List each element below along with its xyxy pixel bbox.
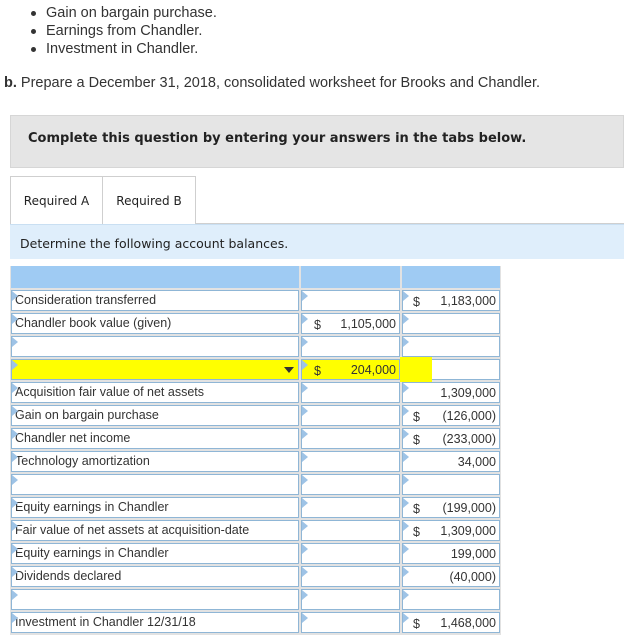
currency-symbol: $ bbox=[413, 410, 420, 424]
table-row-label[interactable]: Investment in Chandler 12/31/18 bbox=[11, 612, 299, 633]
cell-marker-icon bbox=[302, 314, 308, 324]
cell-marker-icon bbox=[302, 360, 308, 370]
tab-required-b[interactable]: Required B bbox=[103, 176, 196, 224]
amount-input-col1[interactable] bbox=[301, 290, 400, 311]
cell-marker-icon bbox=[12, 337, 18, 347]
highlight-marker bbox=[400, 357, 432, 382]
table-row-label[interactable]: Gain on bargain purchase bbox=[11, 405, 299, 426]
cell-marker-icon bbox=[302, 613, 308, 623]
table-header-label bbox=[11, 266, 299, 288]
currency-symbol: $ bbox=[413, 502, 420, 516]
amount-input-col2[interactable] bbox=[402, 474, 500, 495]
cell-marker-icon bbox=[403, 314, 409, 324]
cell-marker-icon bbox=[12, 521, 18, 531]
table-row-label[interactable]: Chandler net income bbox=[11, 428, 299, 449]
cell-marker-icon bbox=[302, 452, 308, 462]
tab-required-a[interactable]: Required A bbox=[10, 176, 103, 224]
cell-marker-icon bbox=[12, 291, 18, 301]
amount-input-col2[interactable] bbox=[402, 497, 500, 518]
banner-text: Complete this question by entering your answers in the tabs below. bbox=[28, 131, 527, 146]
cell-marker-icon bbox=[302, 406, 308, 416]
amount-value: 1,468,000 bbox=[440, 616, 496, 630]
cell-marker-icon bbox=[403, 406, 409, 416]
cell-marker-icon bbox=[403, 337, 409, 347]
cell-marker-icon bbox=[403, 498, 409, 508]
table-row-label[interactable]: Fair value of net assets at acquisition-date bbox=[11, 520, 299, 541]
amount-input-col2[interactable] bbox=[402, 428, 500, 449]
amount-input-col2[interactable] bbox=[402, 451, 500, 472]
table-header-col2 bbox=[402, 266, 500, 288]
cell-marker-icon bbox=[302, 337, 308, 347]
account-dropdown[interactable] bbox=[11, 359, 299, 380]
amount-value: 34,000 bbox=[457, 455, 496, 469]
table-row-label[interactable] bbox=[11, 589, 299, 610]
currency-symbol: $ bbox=[413, 295, 420, 309]
amount-input-col2[interactable] bbox=[402, 612, 500, 633]
table-row-label[interactable] bbox=[11, 336, 299, 357]
amount-value: 204,000 bbox=[350, 363, 396, 377]
cell-marker-icon bbox=[302, 291, 308, 301]
table-row-label[interactable]: Consideration transferred bbox=[11, 290, 299, 311]
table-row-label[interactable]: Dividends declared bbox=[11, 566, 299, 587]
amount-value: 1,309,000 bbox=[440, 386, 496, 400]
amount-input-col2[interactable] bbox=[402, 382, 500, 403]
cell-marker-icon bbox=[12, 475, 18, 485]
bullet-list bbox=[28, 4, 217, 58]
amount-input-col1[interactable] bbox=[301, 336, 400, 357]
currency-symbol: $ bbox=[413, 617, 420, 631]
amount-input-col1[interactable] bbox=[301, 382, 400, 403]
amount-input-col2[interactable] bbox=[402, 405, 500, 426]
cell-marker-icon bbox=[12, 360, 18, 370]
cell-marker-icon bbox=[403, 452, 409, 462]
amount-value: 1,309,000 bbox=[440, 524, 496, 538]
cell-marker-icon bbox=[12, 613, 18, 623]
worksheet-table bbox=[10, 266, 501, 635]
instruction-banner bbox=[10, 115, 624, 168]
amount-input-col1[interactable] bbox=[301, 589, 400, 610]
amount-input-col1[interactable] bbox=[301, 451, 400, 472]
amount-input-col1[interactable] bbox=[301, 520, 400, 541]
amount-value: (233,000) bbox=[442, 432, 496, 446]
cell-marker-icon bbox=[12, 406, 18, 416]
cell-marker-icon bbox=[403, 475, 409, 485]
cell-marker-icon bbox=[302, 429, 308, 439]
amount-input-col2[interactable] bbox=[402, 336, 500, 357]
table-row-label[interactable]: Equity earnings in Chandler bbox=[11, 543, 299, 564]
table-row-label[interactable]: Chandler book value (given) bbox=[11, 313, 299, 334]
cell-marker-icon bbox=[302, 498, 308, 508]
amount-input-col1[interactable] bbox=[301, 359, 400, 380]
table-row-label[interactable]: Technology amortization bbox=[11, 451, 299, 472]
cell-marker-icon bbox=[302, 475, 308, 485]
amount-input-col1[interactable] bbox=[301, 497, 400, 518]
amount-input-col1[interactable] bbox=[301, 313, 400, 334]
currency-symbol: $ bbox=[314, 318, 321, 332]
cell-marker-icon bbox=[403, 521, 409, 531]
amount-value: (40,000) bbox=[449, 570, 496, 584]
cell-marker-icon bbox=[12, 544, 18, 554]
chevron-down-icon[interactable] bbox=[284, 367, 294, 373]
cell-marker-icon bbox=[403, 383, 409, 393]
cell-marker-icon bbox=[403, 544, 409, 554]
amount-input-col2[interactable] bbox=[402, 290, 500, 311]
amount-input-col1[interactable] bbox=[301, 543, 400, 564]
bullet-item: Gain on bargain purchase. bbox=[28, 4, 217, 22]
amount-input-col2[interactable] bbox=[402, 520, 500, 541]
amount-input-col2[interactable] bbox=[402, 589, 500, 610]
cell-marker-icon bbox=[12, 383, 18, 393]
amount-input-col2[interactable] bbox=[402, 566, 500, 587]
cell-marker-icon bbox=[403, 613, 409, 623]
cell-marker-icon bbox=[403, 429, 409, 439]
amount-value: 1,183,000 bbox=[440, 294, 496, 308]
amount-value: 1,105,000 bbox=[340, 317, 396, 331]
cell-marker-icon bbox=[403, 291, 409, 301]
amount-input-col1[interactable] bbox=[301, 474, 400, 495]
cell-marker-icon bbox=[12, 567, 18, 577]
bullet-item: Earnings from Chandler. bbox=[28, 22, 217, 40]
cell-marker-icon bbox=[302, 567, 308, 577]
currency-symbol: $ bbox=[413, 525, 420, 539]
amount-input-col2[interactable] bbox=[402, 543, 500, 564]
instruction-bar bbox=[10, 224, 624, 259]
cell-marker-icon bbox=[403, 567, 409, 577]
cell-marker-icon bbox=[12, 590, 18, 600]
table-row-label[interactable]: Equity earnings in Chandler bbox=[11, 497, 299, 518]
cell-marker-icon bbox=[302, 544, 308, 554]
question-label: b. bbox=[4, 75, 17, 91]
amount-input-col1[interactable] bbox=[301, 428, 400, 449]
cell-marker-icon bbox=[302, 590, 308, 600]
table-header-col1 bbox=[301, 266, 400, 288]
amount-value: (126,000) bbox=[442, 409, 496, 423]
amount-value: 199,000 bbox=[450, 547, 496, 561]
table-row-label[interactable] bbox=[11, 474, 299, 495]
amount-input-col1[interactable] bbox=[301, 566, 400, 587]
amount-input-col1[interactable] bbox=[301, 612, 400, 633]
currency-symbol: $ bbox=[314, 364, 321, 378]
cell-marker-icon bbox=[12, 452, 18, 462]
cell-marker-icon bbox=[403, 590, 409, 600]
amount-input-col2[interactable] bbox=[402, 313, 500, 334]
instruction-text: Determine the following account balances. bbox=[20, 236, 289, 251]
bullet-item: Investment in Chandler. bbox=[28, 40, 217, 58]
cell-marker-icon bbox=[12, 314, 18, 324]
amount-input-col1[interactable] bbox=[301, 405, 400, 426]
cell-marker-icon bbox=[302, 383, 308, 393]
cell-marker-icon bbox=[302, 521, 308, 531]
question-text bbox=[4, 75, 540, 91]
amount-value: (199,000) bbox=[442, 501, 496, 515]
currency-symbol: $ bbox=[413, 433, 420, 447]
cell-marker-icon bbox=[12, 429, 18, 439]
question-body: Prepare a December 31, 2018, consolidated worksheet for Brooks and Chandler. bbox=[20, 75, 541, 91]
table-row-label[interactable]: Acquisition fair value of net assets bbox=[11, 382, 299, 403]
cell-marker-icon bbox=[12, 498, 18, 508]
